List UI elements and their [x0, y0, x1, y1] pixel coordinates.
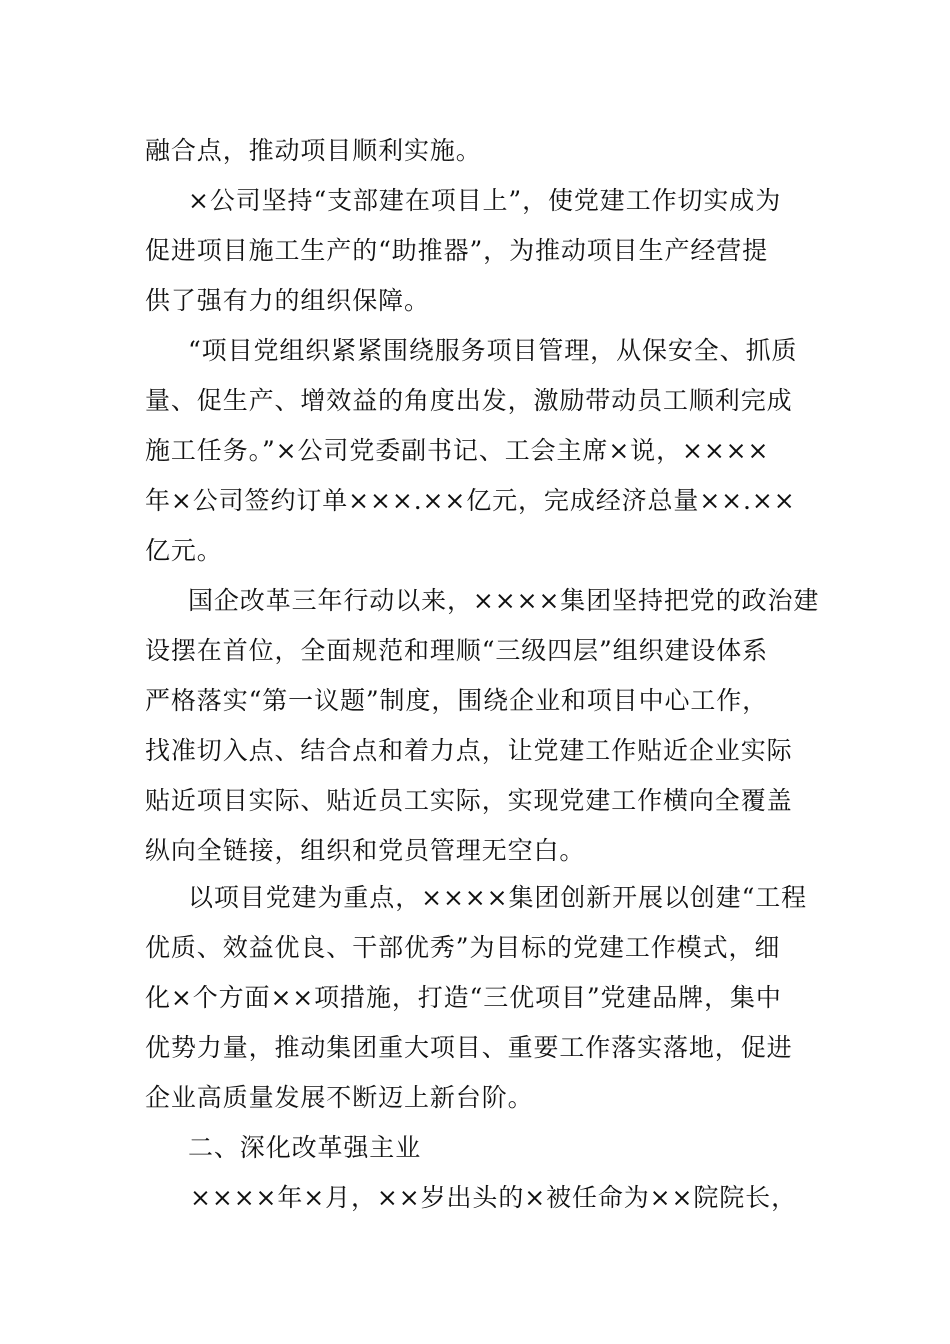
text-line-10: 国企改革三年行动以来，××××集团坚持把党的政治建	[188, 586, 820, 615]
text-line-14: 贴近项目实际、贴近员工实际，实现党建工作横向全覆盖	[145, 786, 793, 815]
text-line-6: 量、促生产、增效益的角度出发，激励带动员工顺利完成	[145, 386, 793, 415]
text-line-20: 企业高质量发展不断迈上新台阶。	[145, 1083, 534, 1112]
text-line-22: ××××年×月，××岁出头的×被任命为××院院长，	[190, 1183, 797, 1212]
text-line-16: 以项目党建为重点，××××集团创新开展以创建“工程	[188, 883, 808, 912]
text-line-19: 优势力量，推动集团重大项目、重要工作落实落地，促进	[145, 1033, 793, 1062]
text-line-4: 供了强有力的组织保障。	[145, 286, 430, 315]
text-line-12: 严格落实“第一议题”制度，围绕企业和项目中心工作，	[145, 686, 769, 715]
text-line-1: 融合点，推动项目顺利实施。	[145, 136, 482, 165]
text-line-2: ×公司坚持“支部建在项目上”，使党建工作切实成为	[188, 186, 782, 215]
text-line-8: 年×公司签约订单×××.××亿元，完成经济总量××.××	[145, 486, 796, 515]
section-heading: 二、深化改革强主业	[188, 1133, 422, 1162]
text-line-5: “项目党组织紧紧围绕服务项目管理，从保安全、抓质	[188, 336, 798, 365]
text-line-13: 找准切入点、结合点和着力点，让党建工作贴近企业实际	[145, 736, 793, 765]
text-line-7: 施工任务。”×公司党委副书记、工会主席×说，××××	[145, 436, 770, 465]
text-line-9: 亿元。	[145, 536, 223, 565]
text-line-17: 优质、效益优良、干部优秀”为目标的党建工作模式，细	[145, 933, 781, 962]
text-line-15: 纵向全链接，组织和党员管理无空白。	[145, 836, 586, 865]
text-line-18: 化×个方面××项措施，打造“三优项目”党建品牌，集中	[145, 983, 782, 1012]
text-line-11: 设摆在首位，全面规范和理顺“三级四层”组织建设体系	[145, 636, 769, 665]
text-line-3: 促进项目施工生产的“助推器”，为推动项目生产经营提	[145, 236, 769, 265]
